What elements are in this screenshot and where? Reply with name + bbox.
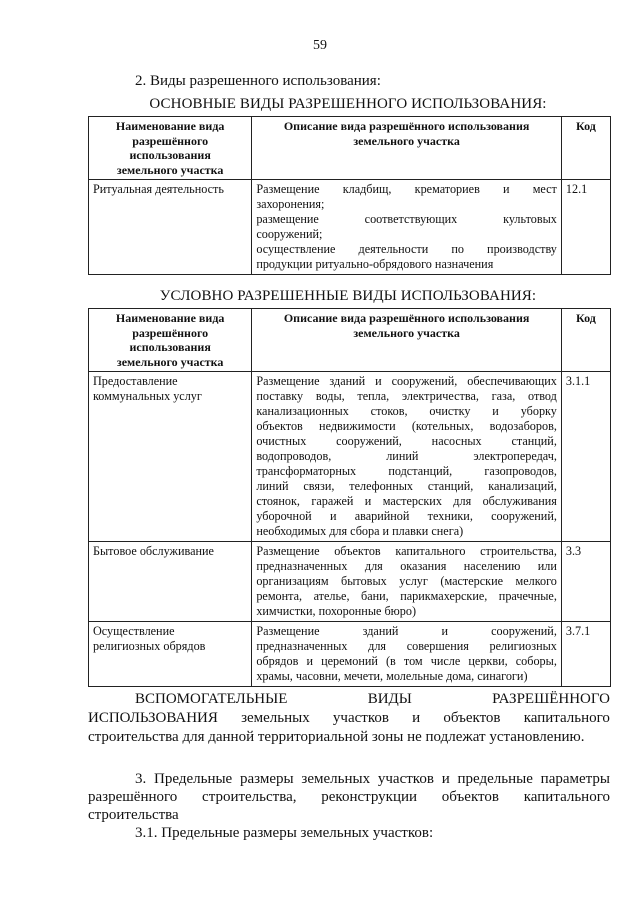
use-name-cell (89, 542, 252, 622)
table-row (89, 372, 611, 542)
section-2-heading: 2. Виды разрешенного использования: (135, 73, 381, 89)
use-description-cell (252, 622, 562, 687)
word: объектов (441, 789, 499, 805)
use-code-cell: 12.1 (561, 180, 610, 275)
use-name-cell (89, 622, 252, 687)
paragraph-line-1: 3. Предельные размеры земельных участков и предельные параметры (135, 771, 610, 787)
header-description-cell (252, 309, 562, 372)
use-description-cell (252, 180, 562, 275)
description-line: продукции ритуально-обрядового назначения (256, 257, 494, 271)
header-code-cell: Код (561, 309, 610, 372)
use-description-cell (252, 542, 562, 622)
description-line: размещение соответствующих культовых (256, 212, 557, 226)
auxiliary-line-3: строительства для данной территориальной зоны не подлежат установлению. (88, 729, 585, 745)
description-line: поставку воды, тепла, электричества, газа, отвод (256, 389, 557, 403)
auxiliary-line-1 (88, 690, 610, 709)
header-name-line: разрешённого (132, 133, 209, 148)
header-name-line: земельного участка (116, 354, 224, 369)
limit-sizes-paragraph (88, 770, 610, 824)
conditional-uses-table (88, 308, 611, 687)
use-name-line: коммунальных услуг (93, 389, 202, 403)
description-line: линий связи, телефонных станций, канализаций, (256, 479, 557, 493)
header-name-cell (89, 117, 252, 180)
description-line: предназначенных для совершения религиозных (256, 639, 557, 653)
description-line: водопроводов, линий электропередач, (256, 449, 557, 463)
description-line: канализационных стоков, очистку и уборку (256, 404, 557, 418)
description-line: уборочной и аварийной техники, сооружений, (256, 509, 557, 523)
header-name-line: использования (129, 340, 211, 354)
description-line: трансформаторных подстанций, газопроводов, (256, 464, 557, 478)
header-name-line: Наименование вида (115, 311, 225, 325)
conditional-uses-heading: УСЛОВНО РАЗРЕШЕННЫЕ ВИДЫ ИСПОЛЬЗОВАНИЯ: (159, 288, 537, 304)
header-description-line: Описание вида разрешённого использования (283, 119, 530, 133)
description-line: химчистки, похоронные бюро) (256, 604, 417, 618)
auxiliary-line-2 (88, 709, 610, 728)
use-name-cell (89, 372, 252, 542)
paragraph-line-2 (88, 788, 610, 806)
header-description-cell (252, 117, 562, 180)
header-name-line: земельного участка (116, 162, 224, 177)
description-line: Размещение объектов капитального строительства, (256, 544, 557, 558)
header-name-line: разрешённого (132, 325, 209, 340)
description-line: необходимых для сбора и плавки снега) (256, 524, 464, 538)
description-line: Размещение зданий и сооружений, обеспечивающих (256, 374, 557, 388)
main-uses-heading: ОСНОВНЫЕ ВИДЫ РАЗРЕШЕННОГО ИСПОЛЬЗОВАНИЯ: (149, 96, 547, 112)
page-number: 59 (313, 38, 327, 53)
table-row (89, 542, 611, 622)
description-line: организациям бытовых услуг (мастерские мелкого (256, 574, 557, 588)
word: ВИДЫ (367, 691, 412, 707)
word: и (412, 710, 421, 726)
auxiliary-uses-paragraph (88, 690, 610, 747)
word: реконструкции (321, 789, 418, 805)
use-code-cell: 3.7.1 (561, 622, 610, 687)
header-description-line: земельного участка (353, 325, 460, 340)
subsection-3-1-heading: 3.1. Предельные размеры земельных участков: (135, 825, 434, 841)
table-header-row (89, 309, 611, 372)
header-description-line: Описание вида разрешённого использования (283, 311, 530, 325)
use-name-line: Ритуальная деятельность (93, 182, 224, 196)
word: объектов (443, 710, 501, 726)
main-uses-table (88, 116, 611, 275)
word: разрешённого (88, 789, 178, 805)
use-name-line: религиозных обрядов (93, 639, 206, 653)
description-line: обрядов и церемоний (в том числе церкви, соборы, (256, 654, 557, 668)
word: строительства, (202, 789, 297, 805)
description-line: ремонта, ателье, бани, парикмахерские, прачечные, (256, 589, 557, 603)
use-name-line: Бытовое обслуживание (93, 544, 214, 558)
description-line: очистных сооружений, насосных станций, (256, 434, 557, 448)
description-line: захоронения; (256, 197, 325, 211)
use-name-line: Осуществление (93, 624, 175, 638)
header-description-line: земельного участка (353, 133, 460, 148)
word: участков (332, 710, 389, 726)
header-name-cell (89, 309, 252, 372)
header-code-cell: Код (561, 117, 610, 180)
description-line: Размещение зданий и сооружений, (256, 624, 557, 638)
description-line: Размещение кладбищ, крематориев и мест (256, 182, 557, 196)
description-line: сооружений; (256, 227, 323, 241)
table-row (89, 180, 611, 275)
use-name-line: Предоставление (93, 374, 178, 388)
word: земельных (241, 710, 310, 726)
use-name-cell (89, 180, 252, 275)
description-line: стоянок, гаражей и мастерских для обслуживания (256, 494, 557, 508)
word: РАЗРЕШЁННОГО (492, 691, 610, 707)
description-line: осуществление деятельности по производству (256, 242, 557, 256)
word: ИСПОЛЬЗОВАНИЯ (88, 710, 218, 726)
word: капитального (523, 789, 610, 805)
description-line: предназначенных для оказания населению или (256, 559, 557, 573)
table-header-row (89, 117, 611, 180)
word: капитального (523, 710, 610, 726)
description-line: храмы, часовни, мечети, молельные дома, синагоги) (256, 669, 528, 683)
paragraph-line-3: строительства (88, 807, 179, 823)
use-code-cell: 3.1.1 (561, 372, 610, 542)
word: ВСПОМОГАТЕЛЬНЫЕ (135, 691, 288, 707)
description-line: объектов недвижимости (котельных, водозаборов, (256, 419, 557, 433)
use-description-cell (252, 372, 562, 542)
header-name-line: Наименование вида (115, 119, 225, 133)
use-code-cell: 3.3 (561, 542, 610, 622)
header-name-line: использования (129, 148, 211, 162)
table-row (89, 622, 611, 687)
